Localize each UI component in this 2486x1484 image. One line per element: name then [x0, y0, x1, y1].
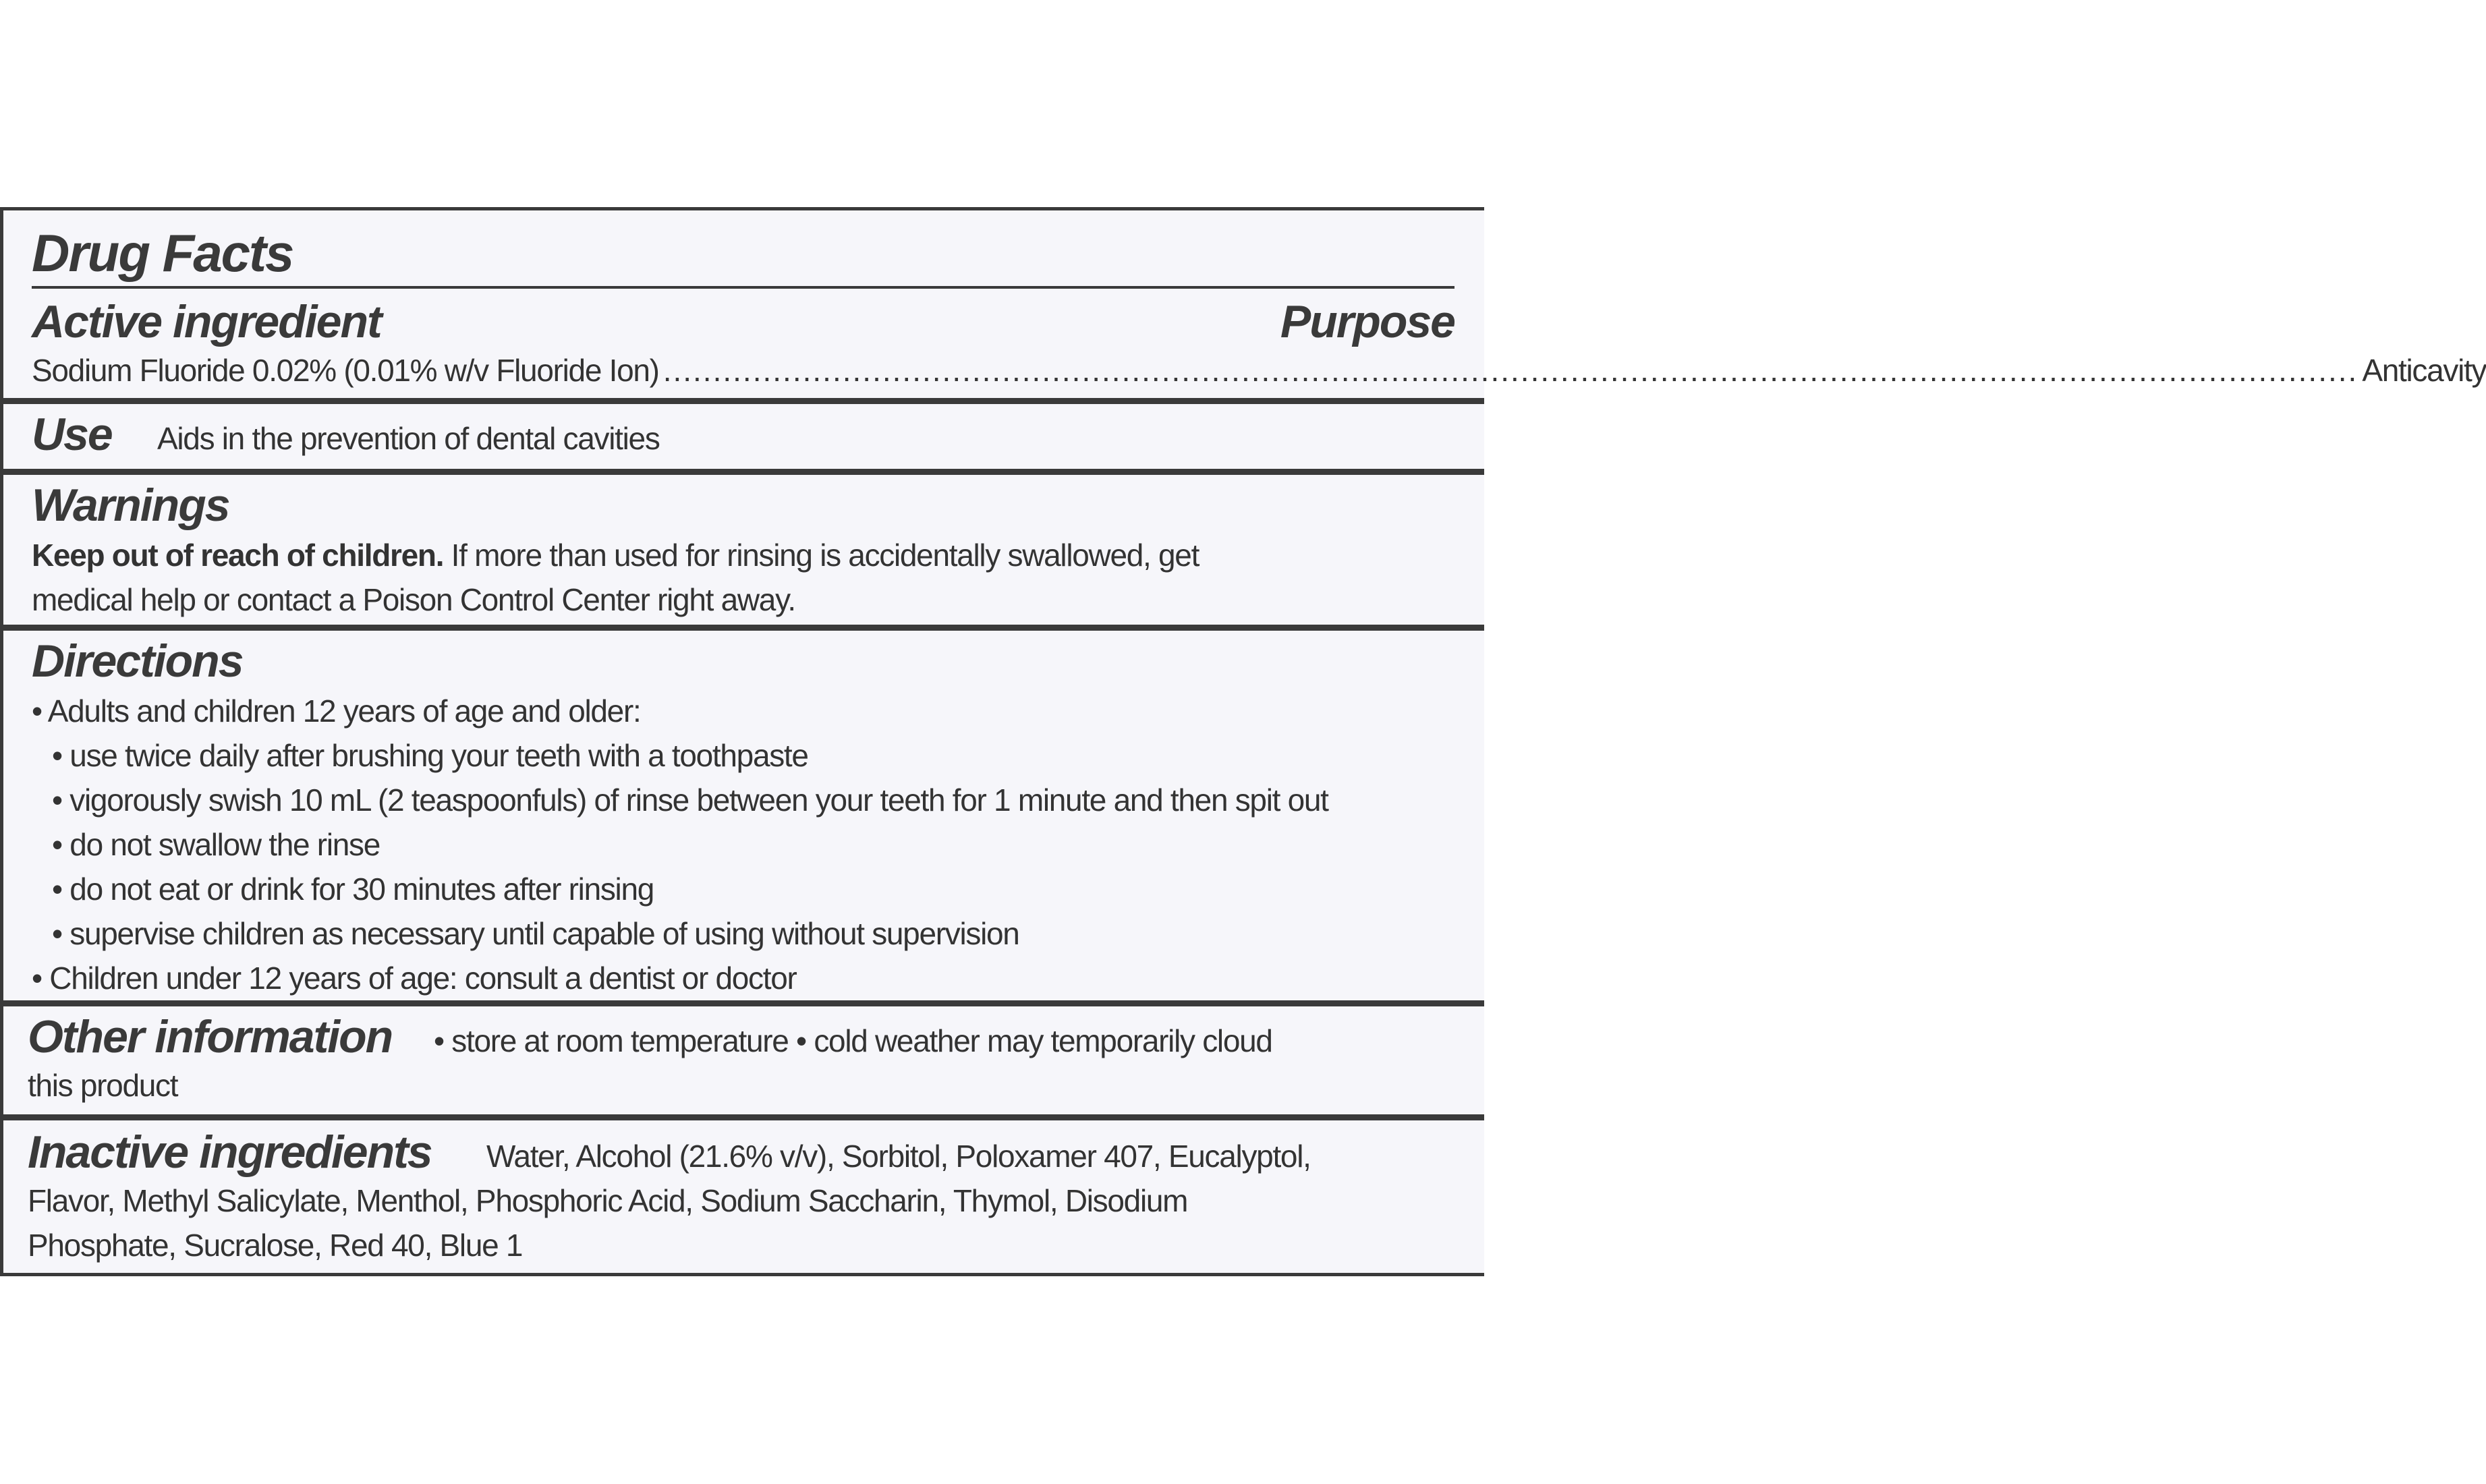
directions-heading: Directions	[32, 635, 243, 687]
inactive-ingredients-line-2: Flavor, Methyl Salicylate, Menthol, Phosphoric Acid, Sodium Saccharin, Thymol, Disodium	[28, 1183, 1188, 1218]
drug-facts-label	[0, 207, 2486, 1276]
directions-section	[3, 631, 1484, 1000]
leader-dots: ..........................................................................................................................................................................	[662, 353, 2358, 388]
use-section	[3, 404, 1484, 469]
divider-warnings	[3, 625, 1484, 631]
title-rule	[32, 286, 1454, 289]
inactive-ingredients-line-1: Water, Alcohol (21.6% v/v), Sorbitol, Poloxamer 407, Eucalyptol,	[486, 1139, 1311, 1174]
active-ingredient-section	[3, 290, 2486, 398]
other-information-line-2: this product	[28, 1068, 178, 1103]
other-information-heading: Other information	[28, 1011, 393, 1062]
warnings-heading: Warnings	[32, 480, 229, 531]
directions-item: • vigorously swish 10 mL (2 teaspoonfuls) of rinse between your teeth for 1 minute and then spit out	[52, 782, 1328, 818]
other-information-line-1: • store at room temperature • cold weather may temporarily cloud	[434, 1023, 1272, 1058]
directions-item: • do not swallow the rinse	[52, 827, 380, 862]
warnings-text-1: If more than used for rinsing is accidentally swallowed, get	[443, 538, 1199, 573]
divider-directions	[3, 1000, 1484, 1006]
warnings-line-2: medical help or contact a Poison Control Center right away.	[32, 582, 795, 617]
warnings-line-1	[32, 537, 1199, 573]
other-information-section	[3, 1006, 1484, 1114]
directions-item: • supervise children as necessary until capable of using without supervision	[52, 916, 1019, 951]
use-heading: Use	[32, 409, 112, 460]
inactive-ingredients-line-3: Phosphate, Sucralose, Red 40, Blue 1	[28, 1228, 523, 1263]
active-ingredient-text: Sodium Fluoride 0.02% (0.01% w/v Fluoride Ion)	[32, 353, 659, 388]
directions-item: • use twice daily after brushing your teeth with a toothpaste	[52, 738, 808, 773]
warnings-section	[3, 475, 1484, 625]
purpose-heading: Purpose	[1280, 296, 1454, 347]
directions-item: • do not eat or drink for 30 minutes after rinsing	[52, 872, 654, 907]
directions-item: • Children under 12 years of age: consult a dentist or doctor	[32, 961, 797, 996]
use-text: Aids in the prevention of dental cavities	[157, 421, 660, 456]
inactive-ingredients-heading: Inactive ingredients	[28, 1126, 432, 1178]
purpose-text: Anticavity	[2362, 353, 2486, 388]
active-ingredient-heading: Active ingredient	[32, 296, 381, 347]
warnings-bold-text: Keep out of reach of children.	[32, 538, 444, 573]
drug-facts-title: Drug Facts	[32, 223, 293, 283]
directions-item: • Adults and children 12 years of age and older:	[32, 693, 641, 729]
active-ingredient-row	[32, 352, 2486, 389]
inactive-ingredients-section	[3, 1120, 1484, 1280]
divider-other	[3, 1114, 1484, 1120]
divider-active	[3, 398, 1484, 404]
divider-use	[3, 469, 1484, 475]
